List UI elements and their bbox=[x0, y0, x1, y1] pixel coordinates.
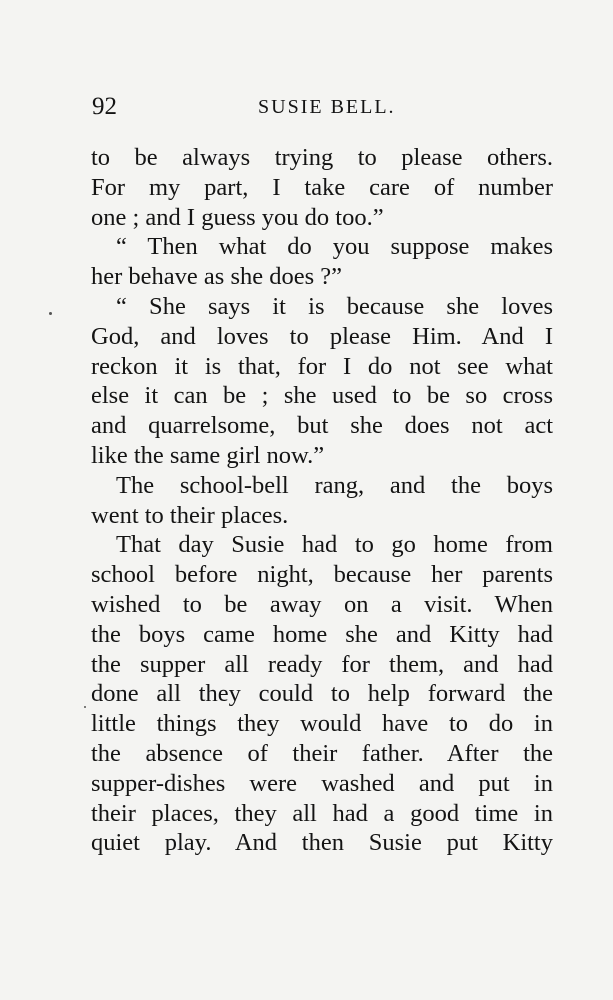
text-line: wished to be away on a visit. When bbox=[91, 590, 553, 618]
text-line: to be always trying to please others. bbox=[91, 144, 553, 171]
text-line: like the same girl now.” bbox=[91, 441, 325, 469]
text-line: little things they would have to do in bbox=[91, 710, 553, 738]
body-text bbox=[91, 143, 553, 858]
text-line: “ She says it is because she loves bbox=[116, 292, 553, 320]
page-header bbox=[0, 93, 613, 123]
text-line: done all they could to help forward the bbox=[91, 680, 553, 708]
text-line: else it can be ; she used to be so cross bbox=[91, 382, 553, 410]
paper-speck bbox=[49, 312, 52, 315]
text-line: quiet play. And then Susie put Kitty bbox=[91, 829, 553, 857]
text-line: supper-dishes were washed and put in bbox=[91, 769, 553, 797]
running-title: SUSIE BELL. bbox=[258, 96, 396, 118]
text-line: God, and loves to please Him. And I bbox=[91, 322, 553, 350]
text-line: The school-bell rang, and the boys bbox=[116, 471, 553, 499]
text-line: one ; and I guess you do too.” bbox=[91, 203, 384, 231]
text-line: and quarrelsome, but she does not act bbox=[91, 412, 553, 440]
text-line: That day Susie had to go home from bbox=[116, 531, 553, 559]
text-line: the boys came home she and Kitty had bbox=[91, 620, 553, 648]
text-line: reckon it is that, for I do not see what bbox=[91, 352, 553, 380]
text-line: her behave as she does ?” bbox=[91, 263, 343, 291]
text-line: For my part, I take care of number bbox=[91, 173, 553, 201]
page-number: 92 bbox=[92, 93, 117, 120]
text-line: school before night, because her parents bbox=[91, 561, 553, 589]
paper-speck bbox=[84, 706, 86, 708]
text-line: the absence of their father. After the bbox=[91, 739, 553, 767]
text-line: their places, they all had a good time in bbox=[91, 799, 553, 827]
text-line: “ Then what do you suppose makes bbox=[116, 233, 553, 261]
text-line: the supper all ready for them, and had bbox=[91, 650, 553, 678]
text-line: went to their places. bbox=[91, 501, 289, 529]
